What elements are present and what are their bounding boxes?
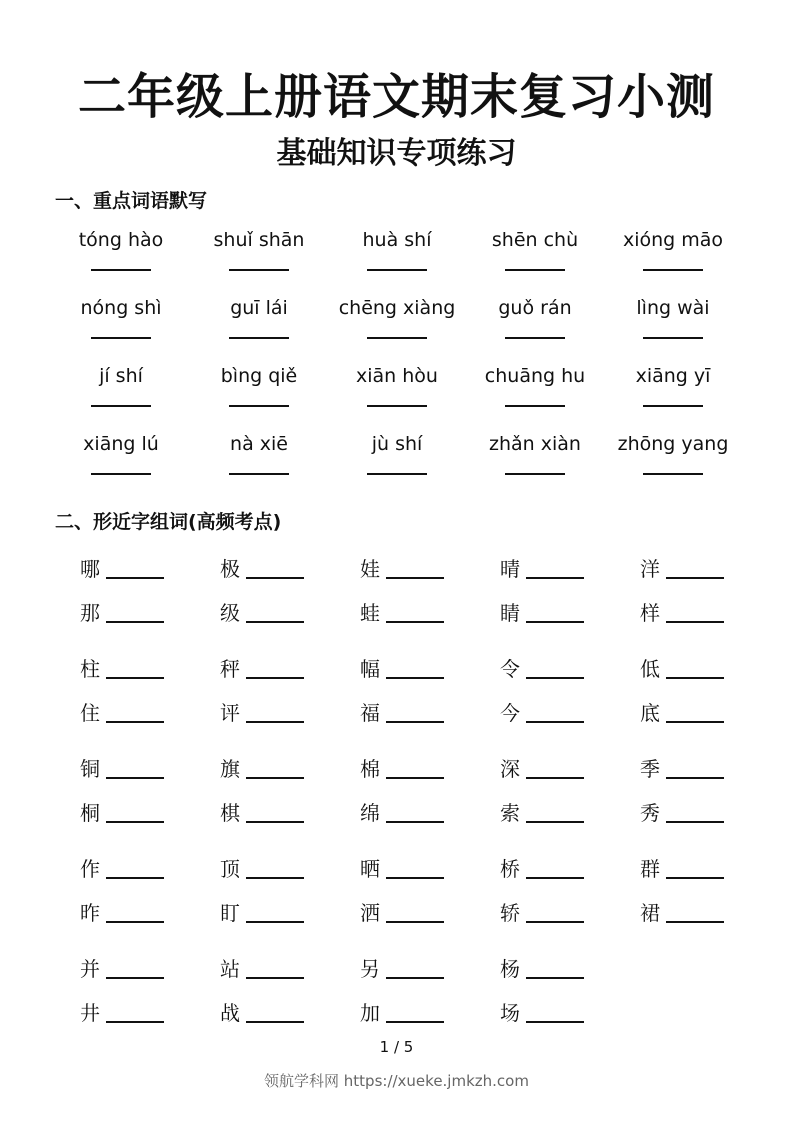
answer-blank[interactable] [505,405,565,407]
pinyin-grid [52,226,742,498]
character-item [640,596,780,626]
pinyin-item [52,226,190,294]
pinyin-text: chuāng hu [484,365,586,387]
pinyin-item [466,430,604,498]
character: 加 [360,1001,380,1025]
answer-blank[interactable] [666,621,724,623]
pinyin-text: xiāng yī [635,365,711,387]
character-item [220,596,360,626]
character: 娃 [360,557,380,581]
character-row [80,745,780,789]
character: 晴 [500,557,520,581]
pinyin-item [604,430,742,498]
answer-blank[interactable] [386,777,444,779]
page-number: 1 / 5 [379,1038,414,1056]
answer-blank[interactable] [367,337,427,339]
pinyin-text: shuǐ shān [213,229,305,251]
answer-blank[interactable] [106,877,164,879]
answer-blank[interactable] [106,677,164,679]
pinyin-item [466,294,604,362]
answer-blank[interactable] [526,821,584,823]
character: 低 [640,657,660,681]
character-item [80,952,220,982]
character-item [640,852,780,882]
character: 今 [500,701,520,725]
answer-blank[interactable] [505,473,565,475]
character: 蛙 [360,601,380,625]
pinyin-item [190,226,328,294]
answer-blank[interactable] [106,721,164,723]
answer-blank[interactable] [526,621,584,623]
character-item [220,652,360,682]
character: 绵 [360,801,380,825]
character: 幅 [360,657,380,681]
answer-blank[interactable] [246,621,304,623]
character-item [80,696,220,726]
answer-blank[interactable] [246,721,304,723]
pinyin-item [604,294,742,362]
character-item [360,852,500,882]
pinyin-item [52,362,190,430]
character-row [80,589,780,633]
character: 级 [220,601,240,625]
answer-blank[interactable] [526,877,584,879]
character-row [80,545,780,589]
answer-blank[interactable] [386,1021,444,1023]
answer-blank[interactable] [367,405,427,407]
character-item [640,652,780,682]
character: 睛 [500,601,520,625]
pinyin-text: jù shí [371,433,423,455]
character: 桥 [500,857,520,881]
character-item [500,752,640,782]
answer-blank[interactable] [526,577,584,579]
answer-blank[interactable] [386,577,444,579]
character: 底 [640,701,660,725]
answer-blank[interactable] [246,677,304,679]
answer-blank[interactable] [246,577,304,579]
character-item [220,752,360,782]
pinyin-text: xiān hòu [356,365,438,387]
pinyin-item [328,362,466,430]
answer-blank[interactable] [246,877,304,879]
character-item [500,952,640,982]
character: 柱 [80,657,100,681]
character-row [80,789,780,833]
character: 作 [80,857,100,881]
pinyin-text: xiāng lú [83,433,159,455]
character-item [640,752,780,782]
answer-blank[interactable] [386,877,444,879]
answer-blank[interactable] [386,621,444,623]
character: 深 [500,757,520,781]
character: 季 [640,757,660,781]
page-title: 二年级上册语文期末复习小测 [77,69,715,125]
answer-blank[interactable] [106,921,164,923]
character-row [80,989,780,1033]
character-item [360,896,500,926]
pinyin-item [328,226,466,294]
answer-blank[interactable] [666,921,724,923]
character-item [80,752,220,782]
character: 令 [500,657,520,681]
character: 群 [640,857,660,881]
pinyin-text: guǒ rán [498,297,572,319]
character-item [640,796,780,826]
character: 场 [500,1001,520,1025]
answer-blank[interactable] [91,269,151,271]
answer-blank[interactable] [526,677,584,679]
character-item [360,652,500,682]
pinyin-text: xióng māo [622,229,724,251]
section-1-heading: 一、重点词语默写 [55,190,208,212]
character-item [220,852,360,882]
character-item [220,796,360,826]
character-row [80,889,780,933]
answer-blank[interactable] [246,1021,304,1023]
character-item [220,996,360,1026]
answer-blank[interactable] [386,977,444,979]
answer-blank[interactable] [666,577,724,579]
character: 样 [640,601,660,625]
character-item [360,552,500,582]
pinyin-text: zhōng yang [617,433,729,455]
character-item [360,952,500,982]
pinyin-item [328,430,466,498]
character: 极 [220,557,240,581]
answer-blank[interactable] [229,337,289,339]
pinyin-text: nóng shì [80,297,162,319]
character-item [500,696,640,726]
character: 秤 [220,657,240,681]
pinyin-item [328,294,466,362]
character: 旗 [220,757,240,781]
character: 评 [220,701,240,725]
answer-blank[interactable] [505,337,565,339]
character-item [80,796,220,826]
answer-blank[interactable] [526,777,584,779]
character-row [80,845,780,889]
pinyin-item [466,362,604,430]
character: 洒 [360,901,380,925]
character-item [80,552,220,582]
pinyin-text: shēn chù [491,229,579,251]
character: 井 [80,1001,100,1025]
section-2-heading: 二、形近字组词(高频考点) [55,511,282,533]
character: 哪 [80,557,100,581]
character: 索 [500,801,520,825]
answer-blank[interactable] [386,921,444,923]
pinyin-item [190,362,328,430]
character: 裙 [640,901,660,925]
answer-blank[interactable] [246,977,304,979]
character: 轿 [500,901,520,925]
pinyin-text: tóng hào [78,229,164,251]
answer-blank[interactable] [526,921,584,923]
character-item [80,896,220,926]
pinyin-text: huà shí [362,229,432,251]
character: 杨 [500,957,520,981]
character: 昨 [80,901,100,925]
pinyin-item [190,430,328,498]
answer-blank[interactable] [505,269,565,271]
character-item [500,596,640,626]
character: 晒 [360,857,380,881]
character-item [500,652,640,682]
answer-blank[interactable] [91,473,151,475]
character-item [80,996,220,1026]
answer-blank[interactable] [666,677,724,679]
answer-blank[interactable] [246,777,304,779]
pinyin-item [466,226,604,294]
character: 铜 [80,757,100,781]
character-item [220,952,360,982]
character-item [640,552,780,582]
answer-blank[interactable] [526,1021,584,1023]
answer-blank[interactable] [386,677,444,679]
character-row [80,689,780,733]
character-item [500,996,640,1026]
answer-blank[interactable] [643,269,703,271]
answer-blank[interactable] [666,821,724,823]
character-item [360,752,500,782]
answer-blank[interactable] [666,721,724,723]
character-item [360,696,500,726]
character-item [500,896,640,926]
answer-blank[interactable] [386,821,444,823]
character-item [500,852,640,882]
pinyin-text: jí shí [99,365,143,387]
character-item [640,696,780,726]
character: 战 [220,1001,240,1025]
page-subtitle: 基础知识专项练习 [276,136,517,171]
character: 站 [220,957,240,981]
pinyin-text: nà xiē [230,433,288,455]
answer-blank[interactable] [229,405,289,407]
answer-blank[interactable] [229,269,289,271]
character: 盯 [220,901,240,925]
similar-characters-grid [80,545,780,1033]
character-row [80,945,780,989]
character-item [80,652,220,682]
character-item [80,596,220,626]
pinyin-text: zhǎn xiàn [489,433,581,455]
answer-blank[interactable] [106,577,164,579]
character-item [360,596,500,626]
character: 秀 [640,801,660,825]
character: 棋 [220,801,240,825]
answer-blank[interactable] [643,473,703,475]
character: 洋 [640,557,660,581]
answer-blank[interactable] [526,721,584,723]
character-item [220,696,360,726]
answer-blank[interactable] [106,821,164,823]
character: 棉 [360,757,380,781]
character-item [500,552,640,582]
answer-blank[interactable] [106,621,164,623]
character-item [80,852,220,882]
answer-blank[interactable] [229,473,289,475]
character: 福 [360,701,380,725]
pinyin-item [190,294,328,362]
answer-blank[interactable] [666,877,724,879]
answer-blank[interactable] [91,337,151,339]
character: 住 [80,701,100,725]
character: 那 [80,601,100,625]
answer-blank[interactable] [246,821,304,823]
answer-blank[interactable] [106,777,164,779]
character: 桐 [80,801,100,825]
pinyin-item [604,226,742,294]
character-item [360,796,500,826]
answer-blank[interactable] [666,777,724,779]
answer-blank[interactable] [367,269,427,271]
character: 顶 [220,857,240,881]
character-item [220,896,360,926]
character-row [80,645,780,689]
character: 并 [80,957,100,981]
answer-blank[interactable] [643,405,703,407]
character-item [640,896,780,926]
pinyin-text: bìng qiě [220,365,298,387]
pinyin-text: guī lái [230,297,288,319]
pinyin-item [52,430,190,498]
answer-blank[interactable] [106,1021,164,1023]
answer-blank[interactable] [106,977,164,979]
character-item [500,796,640,826]
answer-blank[interactable] [367,473,427,475]
answer-blank[interactable] [91,405,151,407]
footer-watermark: 领航学科网 https://xueke.jmkzh.com [264,1072,529,1090]
answer-blank[interactable] [386,721,444,723]
character-item [360,996,500,1026]
pinyin-text: chēng xiàng [338,297,456,319]
pinyin-text: lìng wài [636,297,710,319]
answer-blank[interactable] [526,977,584,979]
character-item [220,552,360,582]
pinyin-item [604,362,742,430]
answer-blank[interactable] [246,921,304,923]
character: 另 [360,957,380,981]
pinyin-item [52,294,190,362]
answer-blank[interactable] [643,337,703,339]
